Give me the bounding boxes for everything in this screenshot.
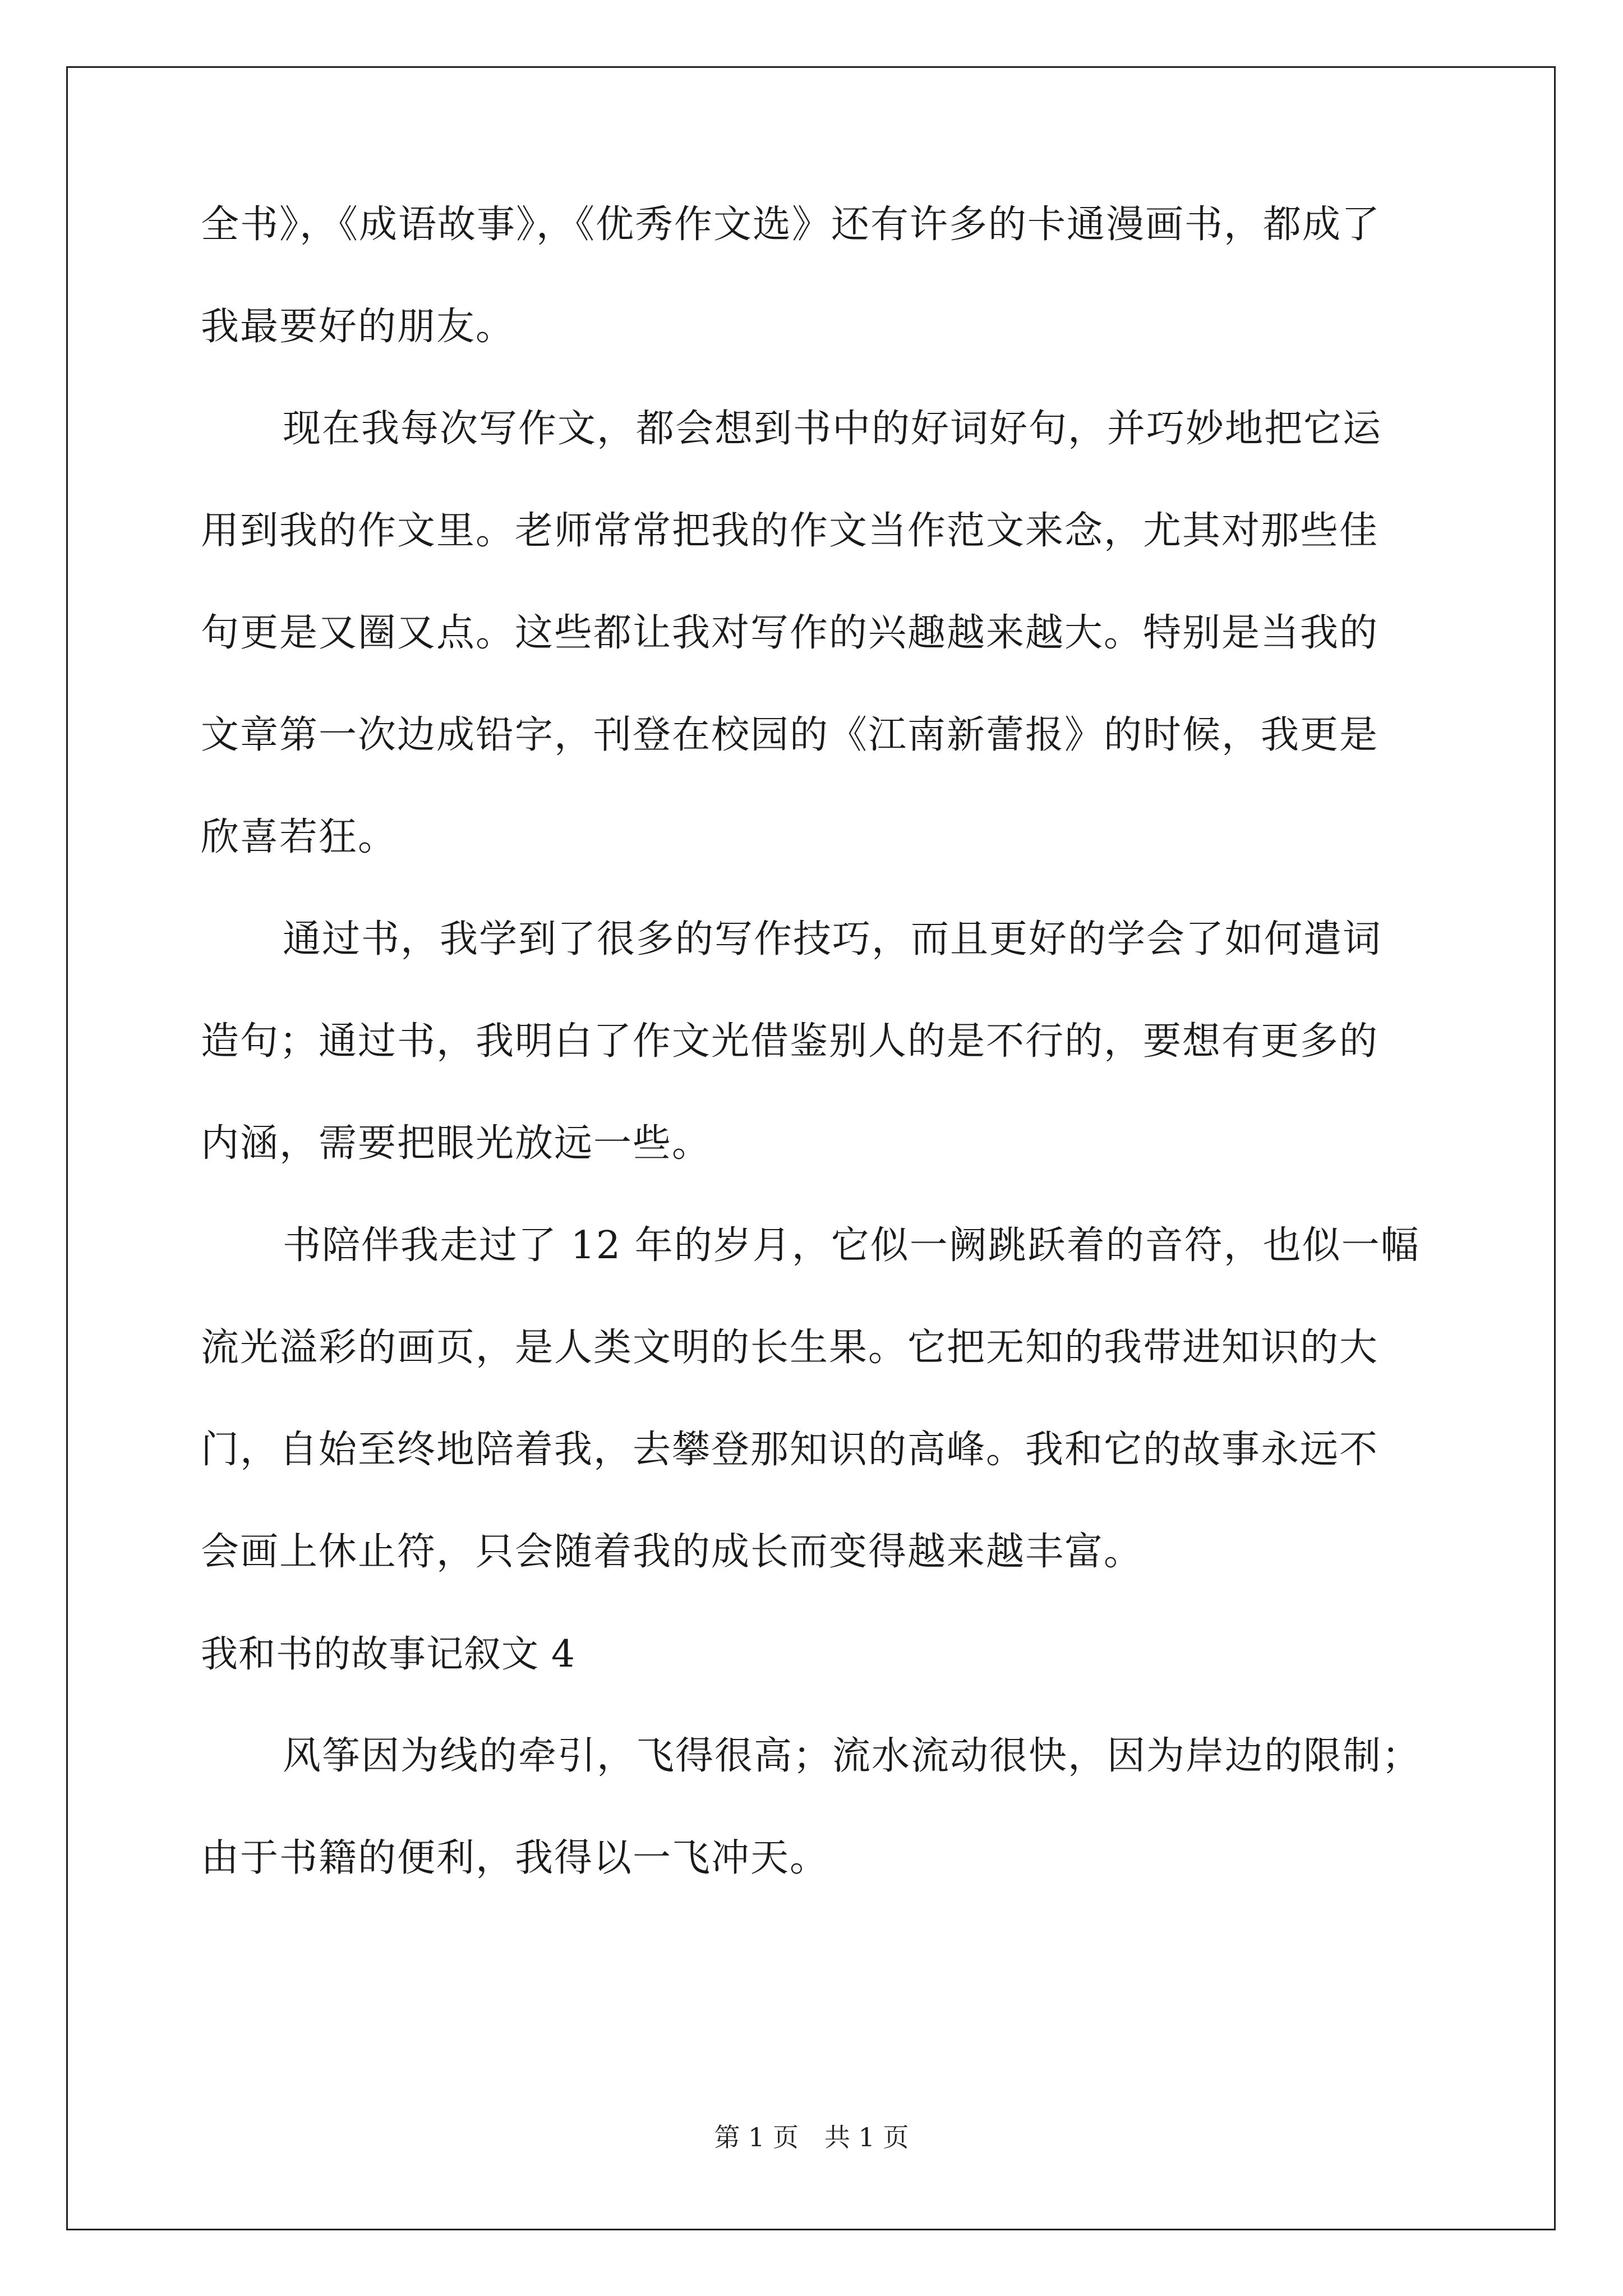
page-footer — [0, 2122, 1623, 2153]
paragraph-line: 由于书籍的便利，我得以一飞冲天。 — [201, 1836, 829, 1880]
paragraph-line: 门，自始至终地陪着我，去攀登那知识的高峰。我和它的故事永远不 — [201, 1428, 1379, 1472]
page-number-total: 共 1 页 — [824, 2122, 909, 2152]
paragraph-line: 全书》，《成语故事》，《优秀作文选》还有许多的卡通漫画书，都成了 — [201, 203, 1381, 247]
paragraph-2 — [201, 406, 1479, 861]
paragraph-line: 通过书，我学到了很多的写作技巧，而且更好的学会了如何遣词 — [283, 917, 1382, 961]
paragraph-4 — [201, 1223, 1479, 1575]
paragraph-line: 欣喜若狂。 — [201, 815, 398, 859]
paragraph-line: 会画上休止符，只会随着我的成长而变得越来越丰富。 — [201, 1530, 1144, 1574]
document-body — [201, 202, 1479, 1938]
paragraph-line: 风筝因为线的牵引，飞得很高；流水流动很快，因为岸边的限制； — [283, 1734, 1422, 1778]
page-number-current: 第 1 页 — [714, 2122, 799, 2152]
paragraph-5 — [201, 1733, 1479, 1881]
paragraph-line: 现在我每次写作文，都会想到书中的好词好句，并巧妙地把它运 — [283, 407, 1382, 451]
paragraph-3 — [201, 917, 1479, 1167]
section-heading: 我和书的故事记叙文 4 — [201, 1632, 575, 1676]
paragraph-line: 书陪伴我走过了 12 年的岁月，它似一阙跳跃着的音符，也似一幅 — [283, 1223, 1420, 1268]
paragraph-line: 我最要好的朋友。 — [201, 305, 515, 349]
paragraph-line: 文章第一次边成铅字，刊登在校园的《江南新蕾报》的时候，我更是 — [201, 713, 1379, 757]
paragraph-line: 内涵，需要把眼光放远一些。 — [201, 1121, 712, 1166]
paragraph-line: 造句；通过书，我明白了作文光借鉴别人的是不行的，要想有更多的 — [201, 1019, 1379, 1064]
paragraph-1 — [201, 202, 1479, 350]
paragraph-line: 用到我的作文里。老师常常把我的作文当作范文来念，尤其对那些佳 — [201, 509, 1379, 553]
paragraph-line: 句更是又圈又点。这些都让我对写作的兴趣越来越大。特别是当我的 — [201, 611, 1379, 655]
paragraph-line: 流光溢彩的画页，是人类文明的长生果。它把无知的我带进知识的大 — [201, 1326, 1379, 1370]
